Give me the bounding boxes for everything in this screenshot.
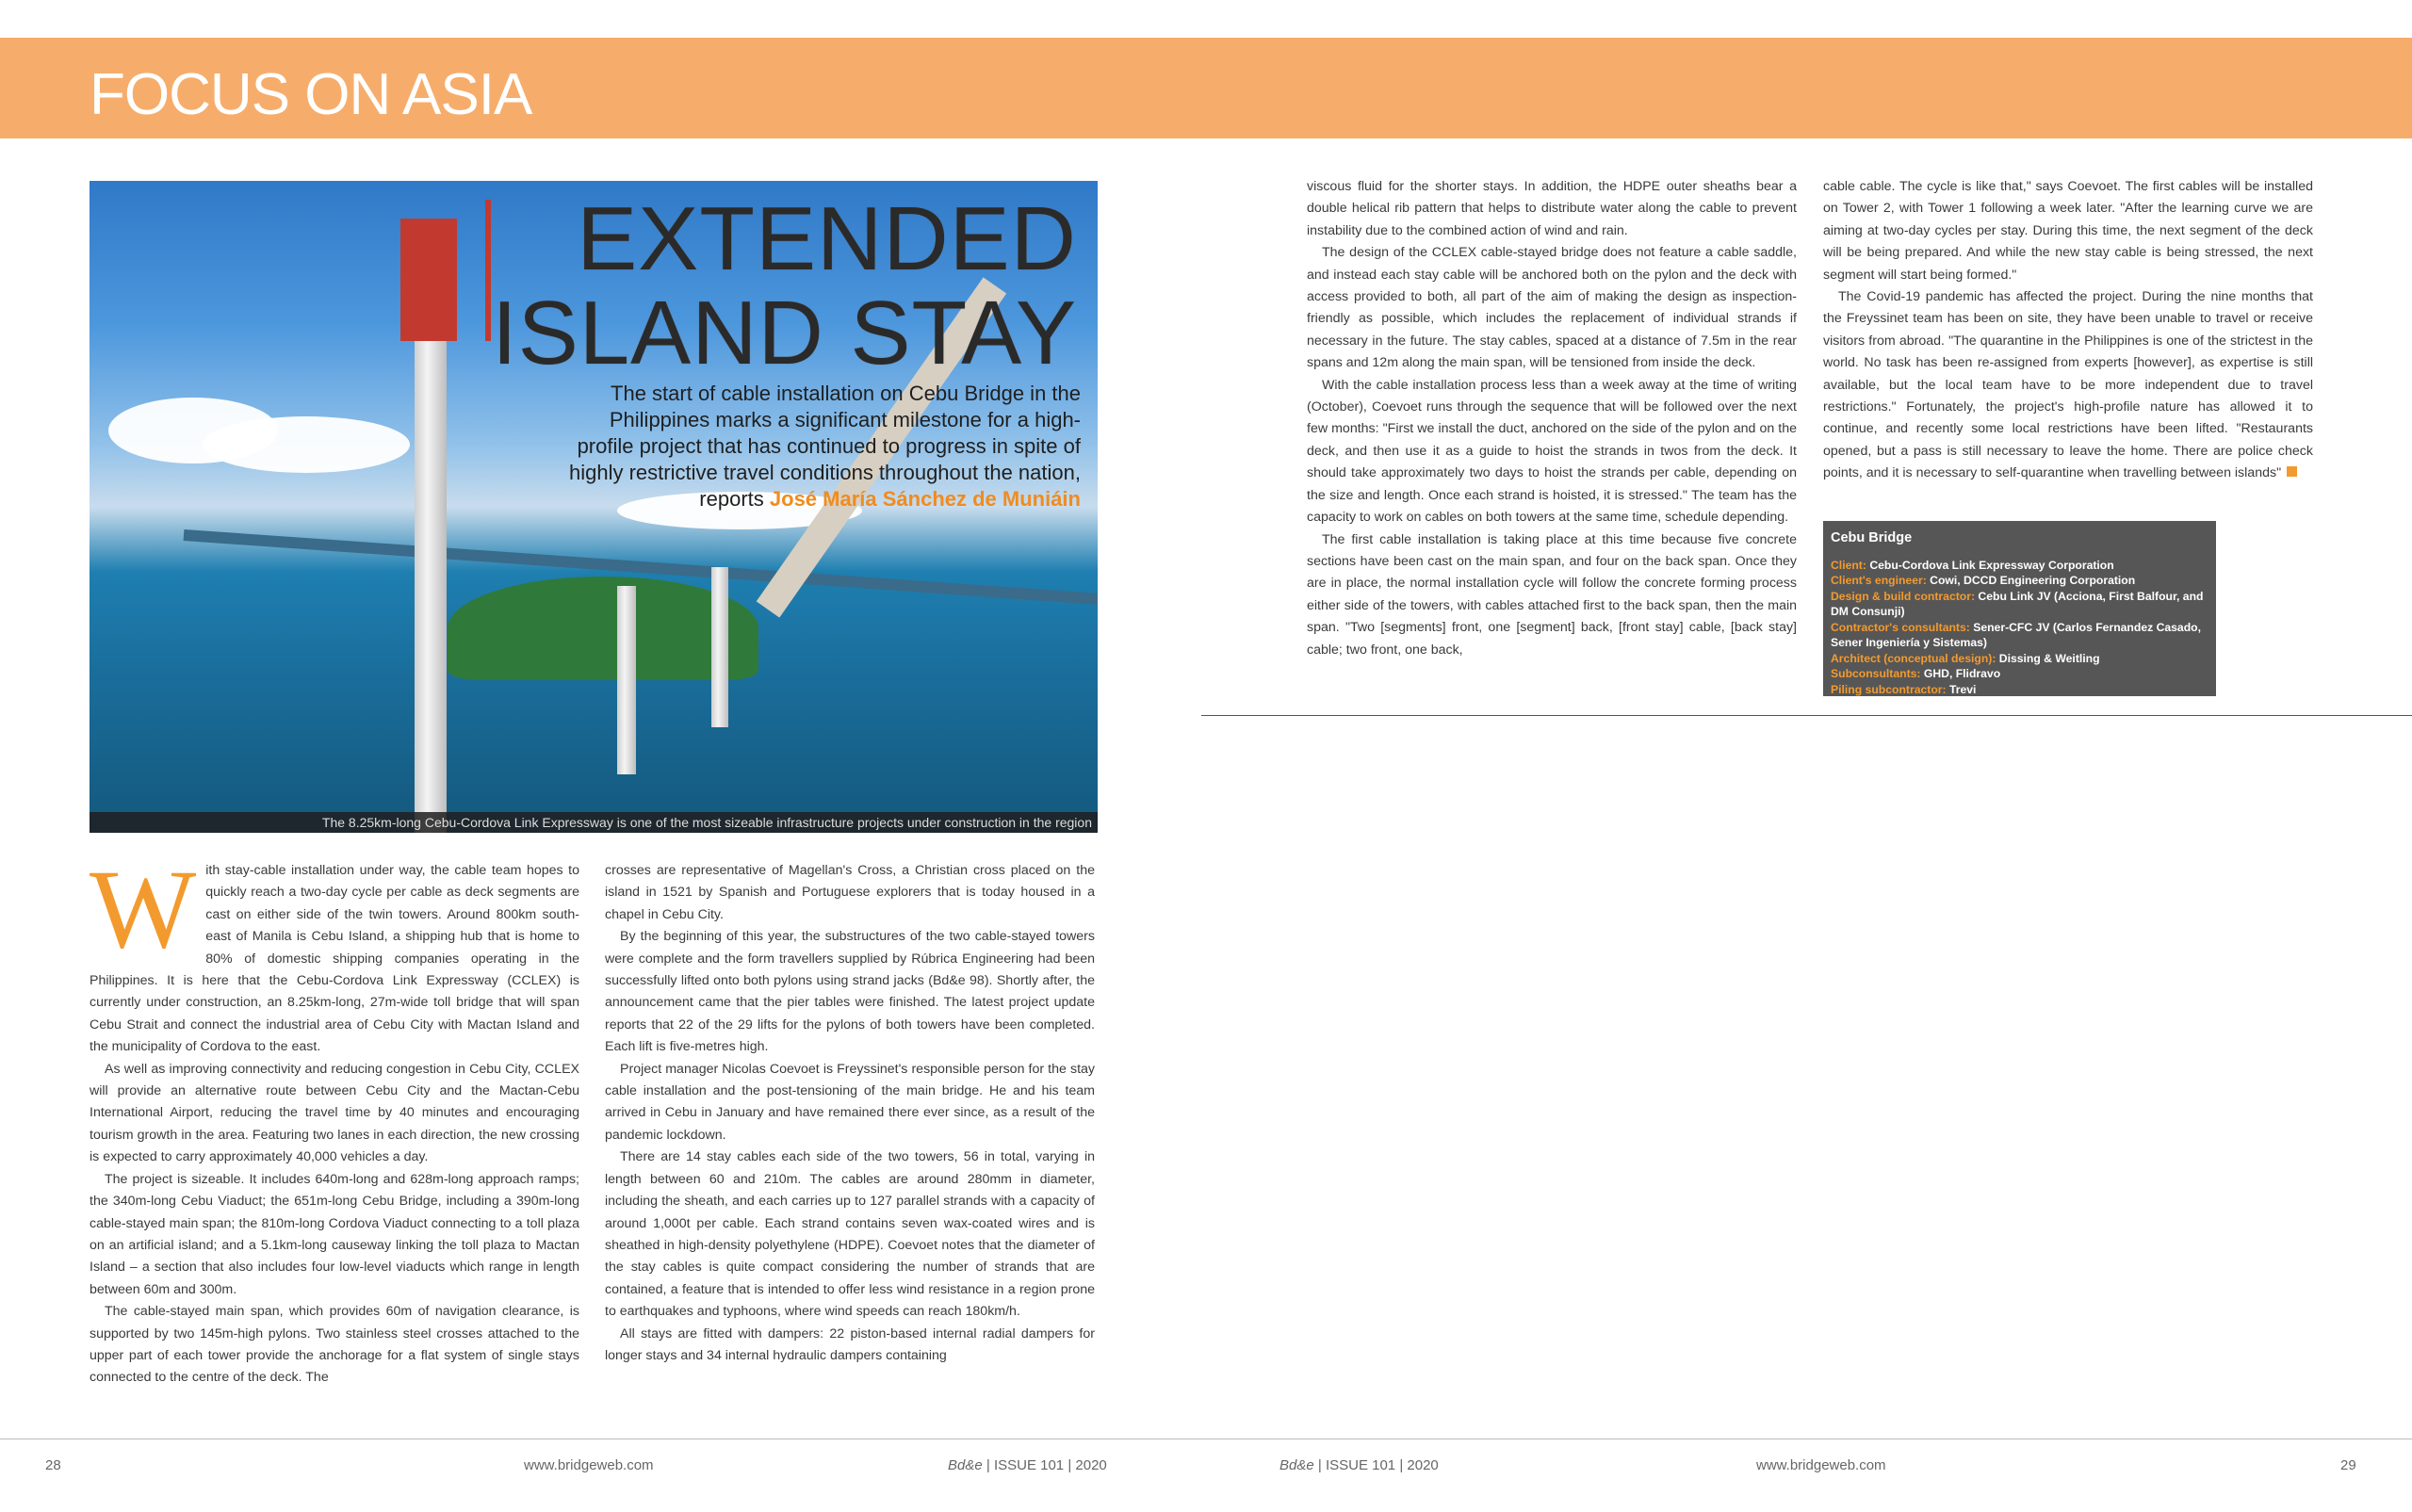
headline bbox=[492, 188, 1077, 383]
footer-issue-left bbox=[948, 1457, 1107, 1473]
section-title: FOCUS ON ASIA bbox=[90, 62, 532, 127]
paragraph: By the beginning of this year, the substructures of the two cable-stayed towers were complete and the form travellers supplied by Rúbrica Engineering had been successfully lifted onto both pylons using strand jacks (Bd&e 98). Shortly after, the announcement came that the pier tables were finished. The latest project update reports that 22 of the 29 lifts for the pylons of both towers have been completed. Each lift is five-metres high. bbox=[605, 929, 1095, 1055]
paragraph: crosses are representative of Magellan's Cross, a Christian cross placed on the island in 1521 by Spanish and Portuguese explorers that is today housed in a chapel in Cebu City. bbox=[605, 863, 1095, 922]
article-column-2 bbox=[605, 860, 1095, 1367]
fact-row bbox=[1831, 666, 2210, 682]
pylon-shape bbox=[617, 586, 636, 774]
fact-value: GHD, Flidravo bbox=[1923, 667, 2001, 680]
cloud-shape bbox=[203, 416, 410, 473]
paragraph: Project manager Nicolas Coevoet is Freyssinet's responsible person for the stay cable installation and the post-tensioning of the main bridge. He and his team arrived in Cebu in January and have remained there ever since, as a result of the pandemic lockdown. bbox=[605, 1061, 1095, 1143]
end-mark-icon bbox=[2287, 466, 2297, 477]
column-divider bbox=[1201, 715, 2412, 716]
issue-text: | ISSUE 101 | 2020 bbox=[986, 1457, 1107, 1473]
issue-text: | ISSUE 101 | 2020 bbox=[1317, 1457, 1439, 1473]
fact-label: Architect (conceptual design): bbox=[1831, 651, 1996, 665]
fact-row bbox=[1831, 620, 2210, 651]
fact-value: Trevi bbox=[1948, 682, 1977, 696]
paragraph: The design of the CCLEX cable-stayed bridge does not feature a cable saddle, and instead each stay cable will be anchored both on the pylon and the deck with access provided to both, all part of the aim of making the design as inspection-friendly as possible, which includes the replacement of individual strands if necessary in the future. The stay cables, spaced at a distance of 7.5m in the rear spans and 12m along the main span, will be tensioned from inside the deck. bbox=[1307, 245, 1797, 371]
fact-row bbox=[1831, 682, 2210, 698]
paragraph: The project is sizeable. It includes 640m-long and 628m-long approach ramps; the 340m-long Cebu Viaduct; the 651m-long Cebu Bridge, including a 390m-long cable-stayed main span; the 810m-long Cordova Viaduct connecting to a toll plaza on an artificial island; and a 5.1km-long causeway linking the toll plaza to Mactan Island – a section that also includes four low-level viaducts which range in length between 60m and 300m. bbox=[90, 1171, 579, 1297]
crane-shape bbox=[400, 219, 457, 341]
fact-box bbox=[1823, 521, 2216, 696]
paragraph-text: ith stay-cable installation under way, the cable team hopes to quickly reach a two-day cycle per cable as deck segments are cast on either side of the twin towers. Around 800km south-east of Manila is Cebu Island, a shipping hub that is home to 80% of domestic shipping companies operating in the Philippines. It is here that the Cebu-Cordova Link Expressway (CCLEX) is currently under construction, an 8.25km-long, 27m-wide toll bridge that will span Cebu Strait and connect the industrial area of Cebu City with Mactan Island and the municipality of Cordova to the east. bbox=[90, 863, 579, 1055]
fact-value: Dissing & Weitling bbox=[1998, 651, 2100, 665]
drop-cap: W bbox=[90, 846, 197, 971]
fact-value: Sener-CFC JV (Carlos Fernandez Casado, Sener Ingeniería y Sistemas) bbox=[1831, 620, 2201, 649]
article-column-4 bbox=[1823, 176, 2313, 485]
footer-issue-right bbox=[1279, 1457, 1439, 1473]
fact-value: Cebu Link JV (Acciona, First Balfour, and DM Consunji) bbox=[1831, 589, 2204, 618]
headline-line-2: ISLAND STAY bbox=[492, 283, 1077, 383]
paragraph: With the cable installation process less than a week away at the time of writing (October), Coevoet runs through the sequence that will be followed over the next few months: "First we install the duct, anchored on the side of the pylon and on the deck, and then use it as a guide to hoist the strands in twos from the deck. It should take approximately two days to hoist the strands per cable, depending on the size and length. Once each strand is hoisted, it is stressed." The team has the capacity to work on cables on both towers at the same time, schedule depending. bbox=[1307, 377, 1797, 526]
magazine-name: Bd&e bbox=[948, 1457, 983, 1473]
paragraph bbox=[1823, 286, 2313, 485]
crane-shape bbox=[485, 200, 491, 341]
headline-line-1: EXTENDED bbox=[577, 188, 1077, 289]
magazine-name: Bd&e bbox=[1279, 1457, 1314, 1473]
paragraph: As well as improving connectivity and reducing congestion in Cebu City, CCLEX will provide an alternative route between Cebu City and the Mactan-Cebu International Airport, reducing the travel time by 40 minutes and encouraging tourism growth in the area. Featuring two lanes in each direction, the new crossing is expected to carry approximately 40,000 vehicles a day. bbox=[90, 1061, 579, 1165]
footer-url-right[interactable]: www.bridgeweb.com bbox=[1756, 1457, 1886, 1473]
paragraph: The first cable installation is taking place at this time because five concrete sections have been cast on the main span, and four on the back span. Once they are in place, the normal installation cycle will follow the concrete forming process either side of the towers, with cables attached first to the back span, then the main span. "Two [segments] front, one [segment] back, [front stay] cable, [back stay] cable; two front, one back, bbox=[1307, 531, 1797, 658]
paragraph: viscous fluid for the shorter stays. In addition, the HDPE outer sheaths bear a double helical rib pattern that helps to distribute water along the cable to prevent instability due to the combined action of wind and rain. bbox=[1307, 179, 1797, 238]
fact-label: Design & build contractor: bbox=[1831, 589, 1976, 603]
fact-label: Contractor's consultants: bbox=[1831, 620, 1970, 634]
fact-row bbox=[1831, 558, 2210, 574]
paragraph bbox=[90, 846, 579, 1059]
fact-label: Client's engineer: bbox=[1831, 574, 1927, 587]
fact-row bbox=[1831, 573, 2210, 589]
fact-label: Piling subcontractor: bbox=[1831, 682, 1947, 696]
page-number-left: 28 bbox=[45, 1457, 61, 1473]
fact-box-title: Cebu Bridge bbox=[1831, 530, 1913, 545]
fact-value: Cowi, DCCD Engineering Corporation bbox=[1930, 574, 2136, 587]
hero-photo bbox=[90, 181, 1098, 833]
paragraph-text: The Covid-19 pandemic has affected the project. During the nine months that the Freyssinet team has been on site, they have been unable to travel or receive visitors from abroad. "The quarantine in the Philippines is one of the strictest in the world. No task has been re-assigned from experts [however], as expertise is still available, but the local team have to be more independent due to travel restrictions." Fortunately, the project's high-profile nature has allowed it to continue, and recently some local restrictions have been lifted. "Restaurants opened, but a pass is still necessary to leave the home. There are police check points, and it is necessary to self-quarantine when travelling between islands" bbox=[1823, 289, 2313, 481]
photo-caption: The 8.25km-long Cebu-Cordova Link Expressway is one of the most sizeable infrastructure projects under construction in the region bbox=[90, 812, 1098, 833]
article-column-3 bbox=[1307, 176, 1797, 661]
standfirst-text: The start of cable installation on Cebu Bridge in the Philippines marks a significant milestone for a high-profile project that has continued to progress in spite of highly restrictive travel conditions throughout the nation, reports bbox=[569, 382, 1081, 511]
top-margin bbox=[0, 0, 2412, 38]
paragraph: All stays are fitted with dampers: 22 piston-based internal radial dampers for longer stays and 34 internal hydraulic dampers containing bbox=[605, 1325, 1095, 1363]
paragraph: There are 14 stay cables each side of the two towers, 56 in total, varying in length between 60 and 210m. The cables are around 280mm in diameter, including the sheath, and each carries up to 127 parallel strands with a capacity of around 1,000t per cable. Each strand contains seven wax-coated wires and is sheathed in high-density polyethylene (HDPE). Coevoet notes that the diameter of the stay cables is quite compact considering the number of strands that are contained, a feature that is intended to offer less wind resistance in a region prone to earthquakes and typhoons, where wind speeds can reach 180km/h. bbox=[605, 1149, 1095, 1320]
fact-label: Subconsultants: bbox=[1831, 667, 1921, 680]
article-column-1 bbox=[90, 846, 579, 1390]
footer-url-left[interactable]: www.bridgeweb.com bbox=[524, 1457, 654, 1473]
fact-label: Client: bbox=[1831, 558, 1866, 572]
section-banner bbox=[0, 38, 2412, 138]
standfirst bbox=[553, 381, 1081, 512]
paragraph: The cable-stayed main span, which provides 60m of navigation clearance, is supported by two 145m-high pylons. Two stainless steel crosses attached to the upper part of each tower provide the anchorage for a flat system of single stays connected to the centre of the deck. The bbox=[90, 1304, 579, 1386]
fact-row bbox=[1831, 651, 2210, 667]
fact-row bbox=[1831, 589, 2210, 620]
author-name: José María Sánchez de Muniáin bbox=[769, 487, 1081, 511]
page-number-right: 29 bbox=[2340, 1457, 2356, 1473]
pylon-shape bbox=[711, 567, 728, 727]
fact-value: Cebu-Cordova Link Expressway Corporation bbox=[1869, 558, 2114, 572]
paragraph: cable cable. The cycle is like that," says Coevoet. The first cables will be installed on Tower 2, with Tower 1 following a week later. "After the learning curve we are aiming at two-day cycles per stay. During this time, the next segment of the deck will be being prepared. And while the new stay cable is being stressed, the next segment will start being formed." bbox=[1823, 179, 2313, 283]
